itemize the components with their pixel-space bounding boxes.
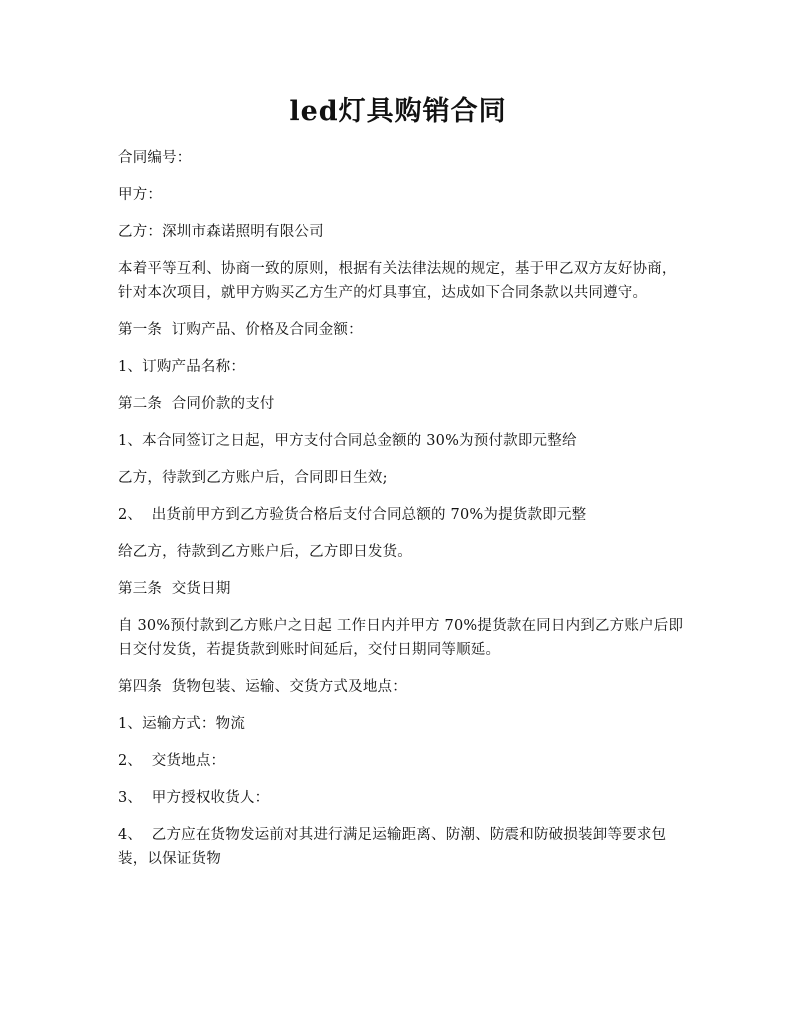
article-1-heading: 第一条 订购产品、价格及合同金额： <box>118 322 363 338</box>
party-b-line: 乙方：深圳市森诺照明有限公司 <box>118 224 324 240</box>
document-body <box>118 146 690 884</box>
preamble-paragraph: 本着平等互利、协商一致的原则，根据有关法律法规的规定，基于甲乙双方友好协商，针对本次项目，就甲方购买乙方生产的灯具事宜，达成如下合同条款以共同遵守。 <box>118 261 677 301</box>
article-4-item-4: 4、 乙方应在货物发运前对其进行满足运输距离、防潮、防震和防破损装卸等要求包装，以保证货物 <box>118 827 667 867</box>
article-2-item-1-cont: 乙方，待款到乙方账户后，合同即日生效; <box>118 470 388 486</box>
article-4-item-3: 3、 甲方授权收货人： <box>118 790 270 806</box>
document-title: led灯具购销合同 <box>289 96 507 127</box>
article-4-item-1: 1、运输方式：物流 <box>118 716 246 732</box>
article-3-paragraph: 自 30%预付款到乙方账户之日起 工作日内并甲方 70%提货款在同日内到乙方账户后即日交付发货，若提货款到账时间延后，交付日期同等顺延。 <box>118 618 684 658</box>
article-2-item-2: 2、 出货前甲方到乙方验货合格后支付合同总额的 70%为提货款即元整 <box>118 507 587 523</box>
party-a-line: 甲方： <box>118 187 163 203</box>
article-2-item-1: 1、本合同签订之日起，甲方支付合同总金额的 30%为预付款即元整给 <box>118 433 577 449</box>
article-4-item-2: 2、 交货地点： <box>118 753 226 769</box>
article-4-heading: 第四条 货物包装、运输、交货方式及地点： <box>118 679 407 695</box>
article-1-item-1: 1、订购产品名称： <box>118 359 246 375</box>
article-2-item-2-cont: 给乙方，待款到乙方账户后，乙方即日发货。 <box>118 544 412 560</box>
article-3-heading: 第三条 交货日期 <box>118 581 231 597</box>
contract-number-line: 合同编号： <box>118 150 192 166</box>
article-2-heading: 第二条 合同价款的支付 <box>118 396 275 412</box>
